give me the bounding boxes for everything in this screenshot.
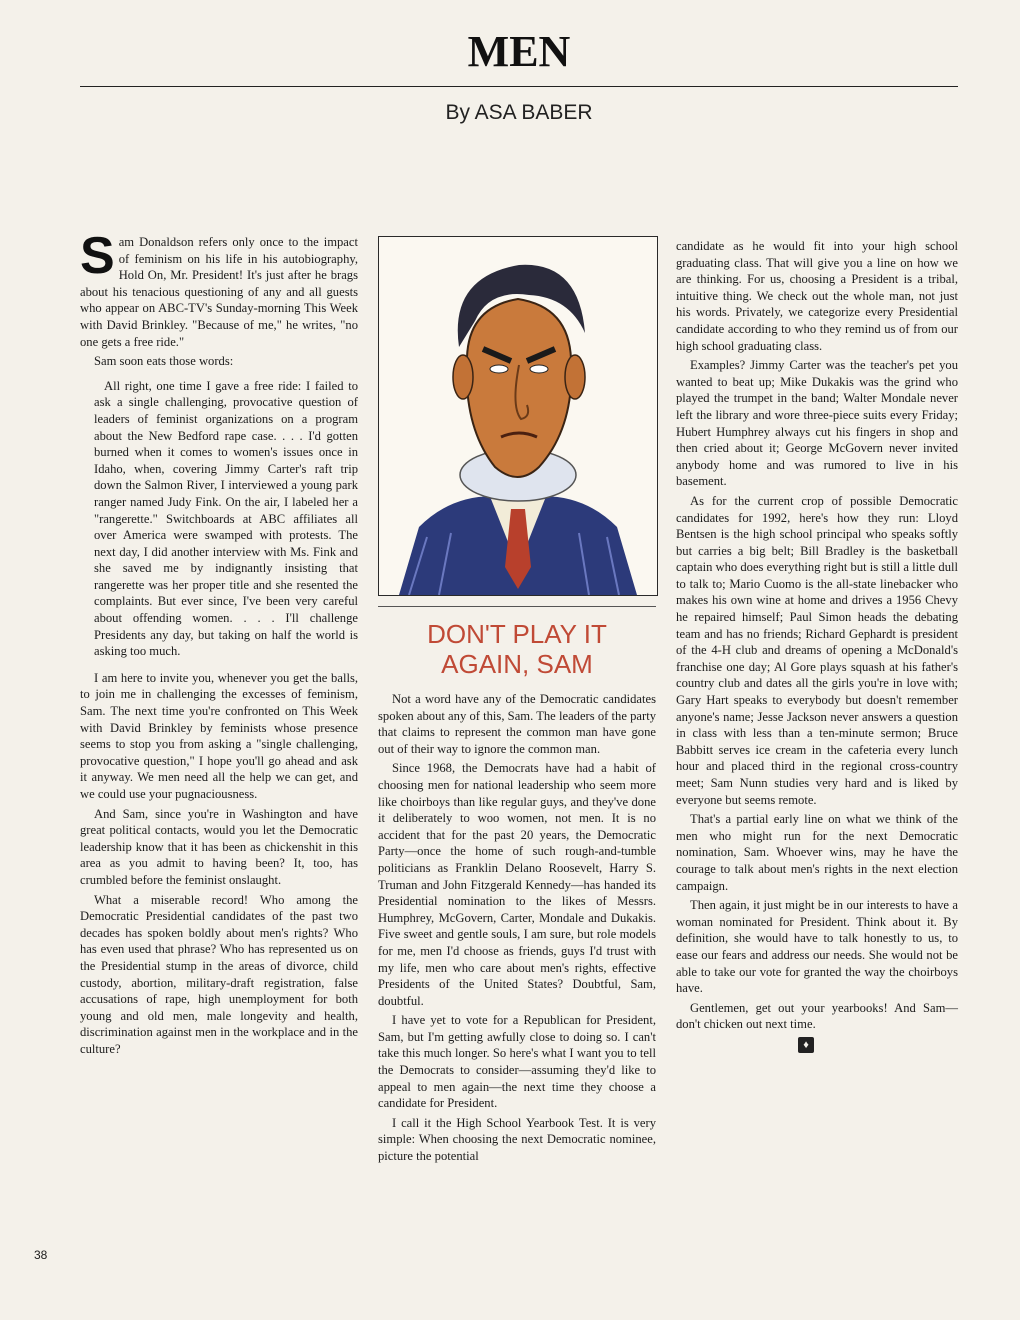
subhead-line: AGAIN, SAM <box>441 649 593 679</box>
paragraph: What a miserable record! Who among the Democratic Presidential candidates of the past two decades has spoken boldly about men's rights? Who has even used that phrase? Who has represented us on the Presidential stump in the areas of divorce, child custody, abortion, military-draft registration, false accusations of rape, high unemployment for both young and old men, male longevity and health, discrimination against men in the workplace and in the culture? <box>80 892 358 1056</box>
paragraph-text: am Donaldson refers only once to the impact of feminism on his life in his autobiography, Hold On, Mr. President! It's just after he brags about his tenacious questioning of any and all guests who appear on ABC-TV's Sunday-morning This Week with David Brinkley. "Because of me," he writes, "no one gets a free ride." <box>80 235 358 349</box>
paragraph: candidate as he would fit into your high school graduating class. That will give you a line on how we are thinking. For us, choosing a President is a tribal, intuitive thing. We check out the whole man, not just his words. Privately, we categorize every Presidential candidate according to who they remind us of from our high school graduating class. <box>676 239 958 353</box>
paragraph: Gentlemen, get out your yearbooks! And Sam—don't chicken out next time. <box>676 1000 958 1032</box>
paragraph: Examples? Jimmy Carter was the teacher's pet you wanted to beat up; Mike Dukakis was the grind who played the trumpet in the band; Walter Mondale never left the library and wore three-piece suits every Friday; Hubert Humphrey always cut his fingers in shop and then cried about it; George McGovern never invited anybody home and was rumored to live in his basement. <box>676 358 958 489</box>
masthead <box>80 28 958 125</box>
section-title: MEN <box>467 27 571 76</box>
page-number: 38 <box>34 1248 48 1262</box>
byline: By ASA BABER <box>445 101 593 124</box>
caricature-illustration <box>378 236 658 596</box>
column-2-body <box>378 691 656 1165</box>
caricature-icon <box>379 237 657 595</box>
subhead-rule <box>378 606 656 607</box>
subhead-line: DON'T PLAY IT <box>427 619 607 649</box>
paragraph: Then again, it just might be in our interests to have a woman nominated for President. Think about it. By definition, she would have to talk honestly to us, to ease our fears and address our needs. She would not be able to take our vote for granted the way the choirboys have. <box>676 898 958 996</box>
block-quote <box>80 378 358 660</box>
paragraph: I am here to invite you, whenever you get the balls, to join me in challenging the excesses of feminism, Sam. The next time you're confronted on This Week with David Brinkley by feminists whose presence seems to stop you from asking a "single challenging, provocative question," I hope you'll go ahead and ask it anyway. We men need all the help we can get, and we could use your pugnaciousness. <box>80 670 358 801</box>
quote-text: All right, one time I gave a free ride: I failed to ask a single challenging, provocative question of leaders of feminist organizations on a program about the New Bedford rape case. . . . I'd gotten burned when it comes to women's issues once in Idaho, when, covering Jimmy Carter's raft trip down the Salmon River, I interviewed a young park ranger named Judy Fink. On the air, I labeled her a "rangerette." Switchboards at ABC affiliates all over America were swamped with protests. The next day, I did another interview with Ms. Fink and she saved me by indignantly insisting that rangerette was her proper title and she resented the complaints. But ever since, I've been very careful about offending women. . . . I'll challenge Presidents any day, but taking on half the world is asking too much. <box>94 378 358 659</box>
paragraph: Since 1968, the Democrats have had a habit of choosing men for national leadership who seem more like choirboys than like regular guys, and they've done it deliberately to woo women, not men. It is no accident that for the past 20 years, the Democratic Party—once the home of such rough-and-tumble politicians as Franklin Delano Roosevelt, Harry S. Truman and John Fitzgerald Kennedy—has handed its Presidential nomination to the likes of Messrs. Humphrey, McGovern, Carter, Mondale and Dukakis. Five sweet and gentle souls, I am sure, but role models for me, men I'd choose as friends, guys I'd trust with my life, men who care about men's rights, effective Presidents of the United States? Doubtful, Sam, doubtful. <box>378 761 656 1008</box>
bunny-endmark-icon: ♦ <box>798 1037 814 1053</box>
paragraph: That's a partial early line on what we think of the men who might run for the next Democratic nomination, Sam. Whoever wins, may he have the courage to talk about men's rights in the next election campaign. <box>676 812 958 893</box>
paragraph: As for the current crop of possible Democratic candidates for 1992, here's how they run: Lloyd Bentsen is the high school principal who speaks softly but carries a big belt; Bill Bradley is the basketball captain who does everything right but is still a little dull to talk to; Mario Cuomo is the all-state linebacker who makes his own wine at home and drives a 1956 Chevy he repaired himself; Paul Simon heads the debating team and has no friends; Richard Gephardt is president of the 4-H club and dreams of opening a McDonald's franchise one day; Al Gore plays squash at his father's country club and dates all the girls you're in love with; Gary Hart speaks to everybody but doesn't remember anyone's name; Jesse Jackson never answers a question in class with less than a ten-minute sermon; Bruce Babbitt serves ice cream in the cafeteria every lunch hour and placed third in the regional cross-country meet; Sam Nunn studies very hard and is liked by everyone but seems remote. <box>676 493 958 807</box>
paragraph <box>80 227 358 350</box>
paragraph: I call it the High School Yearbook Test. It is very simple: When choosing the next Democratic nominee, picture the potential <box>378 1115 656 1164</box>
column-1 <box>80 227 358 1061</box>
subhead <box>378 619 656 679</box>
header-rule <box>80 86 958 87</box>
paragraph: Not a word have any of the Democratic candidates spoken about any of this, Sam. The leaders of the party that claims to represent the common man have gone out of their way to ignore the common man. <box>378 692 656 756</box>
column-3 <box>676 238 958 1053</box>
paragraph: I have yet to vote for a Republican for President, Sam, but I'm getting awfully close to doing so. I can't take this much longer. So here's what I want you to tell the Democrats to consider—assuming they'd like to appeal to men again—the next time they choose a candidate for President. <box>378 1013 656 1111</box>
column-2 <box>378 234 656 1168</box>
drop-cap: S <box>80 227 115 285</box>
paragraph: And Sam, since you're in Washington and have great political contacts, would you let the Democratic leadership know that it has been as chickenshit in this area as you admit to having been? It, too, has crumbled before the feminist onslaught. <box>80 806 358 887</box>
paragraph: Sam soon eats those words: <box>94 354 234 369</box>
